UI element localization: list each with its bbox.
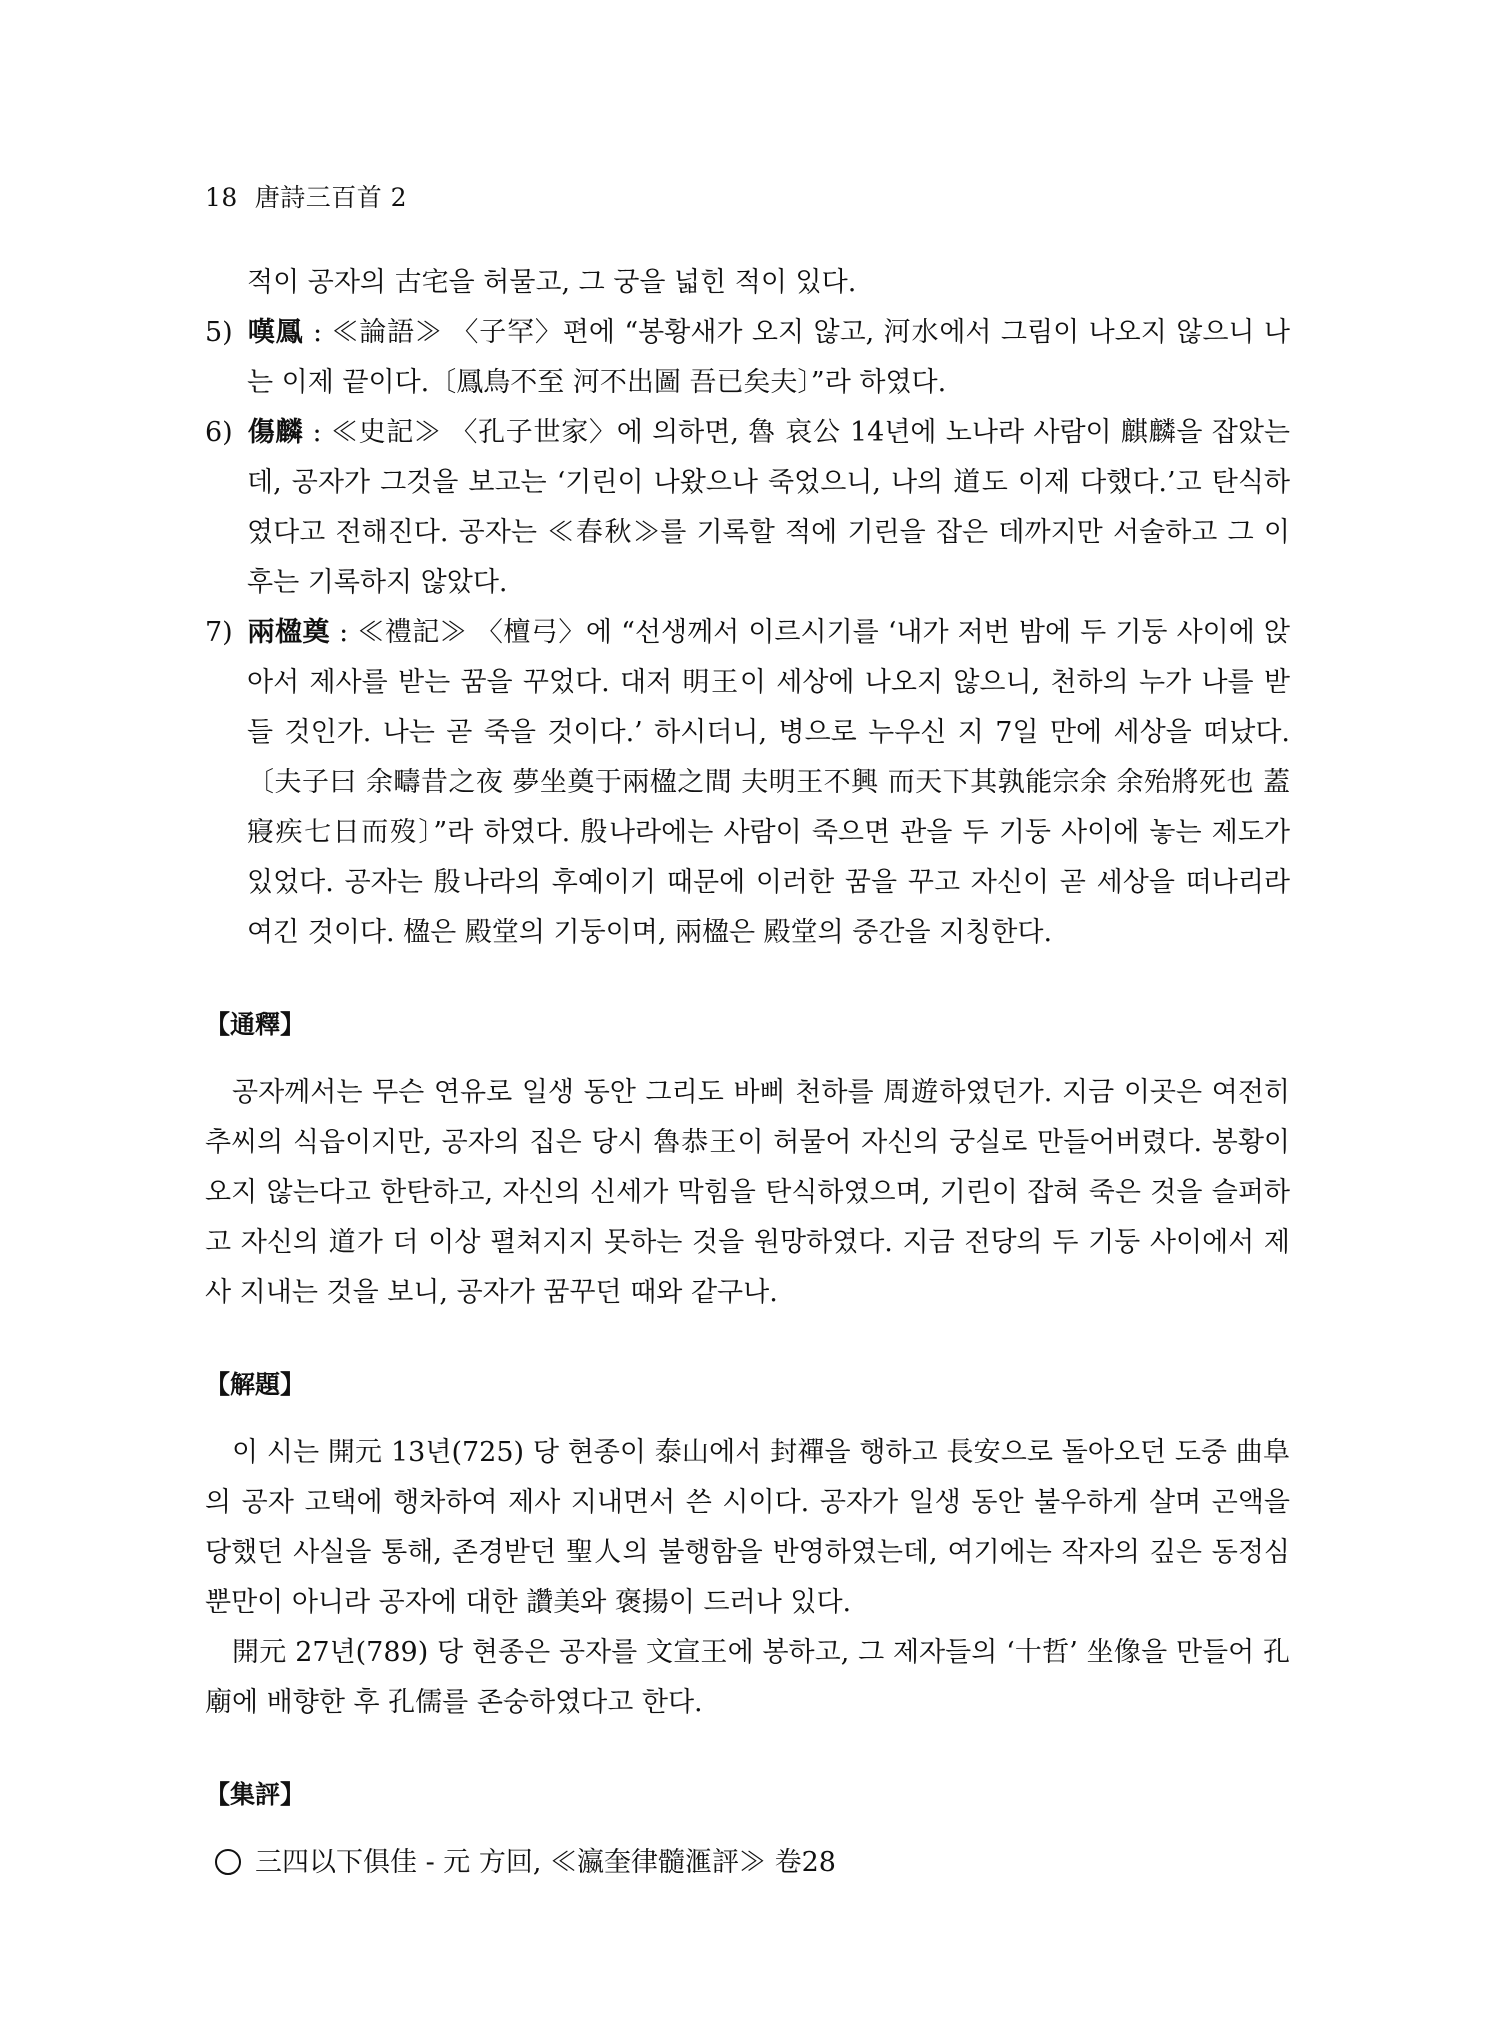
section-title-haeje: 【解題】 — [205, 1370, 306, 1399]
footnote-number: 6) — [205, 417, 233, 448]
page-content — [205, 258, 1290, 1888]
footnote-number: 5) — [205, 317, 233, 348]
footnote-6 — [205, 408, 1290, 608]
running-head — [205, 178, 407, 214]
footnote-term: 傷麟 — [247, 417, 304, 448]
footnote-text: : ≪論語≫ 〈子罕〉편에 “봉황새가 오지 않고, 河水에서 그림이 나오지 않으니 나는 이제 끝이다.〔鳳鳥不至 河不出圖 吾已矣夫〕”라 하였다. — [247, 317, 1291, 398]
review-text: 三四以下俱佳 - 元 方回, ≪瀛奎律髓滙評≫ 卷28 — [255, 1847, 836, 1878]
review-item — [205, 1838, 1290, 1888]
circle-bullet-icon — [215, 1849, 241, 1875]
section-title-tongseok: 【通釋】 — [205, 1010, 306, 1039]
footnote-number: 7) — [205, 617, 233, 648]
haeje-paragraph: 이 시는 開元 13년(725) 당 현종이 泰山에서 封禪을 행하고 長安으로 돌아오던 도중 曲阜의 공자 고택에 행차하여 제사 지내면서 쓴 시이다. 공자가 일생 동안 불우하게 살며 곤액을 당했던 사실을 통해, 존경받던 聖人의 불행함을 반영하였는데, 여기에는 작자의 깊은 동정심뿐만이 아니라 공자에 대한 讚美와 褒揚이 드러나 있다. — [205, 1437, 1290, 1618]
footnote-term: 嘆鳳 — [247, 317, 304, 348]
footnote-7 — [205, 608, 1290, 958]
footnote-text: : ≪禮記≫ 〈檀弓〉에 “선생께서 이르시기를 ‘내가 저번 밤에 두 기둥 사이에 앉아서 제사를 받는 꿈을 꾸었다. 대저 明王이 세상에 나오지 않으니, 천하의 누가 나를 받들 것인가. 나는 곧 죽을 것이다.’ 하시더니, 병으로 누우신 지 7일 만에 세상을 떠났다.〔夫子曰 余疇昔之夜 夢坐奠于兩楹之間 夫明王不興 而天下其孰能宗余 余殆將死也 蓋寢疾七日而歿〕”라 하였다. 殷나라에는 사람이 죽으면 관을 두 기둥 사이에 놓는 제도가 있었다. 공자는 殷나라의 후예이기 때문에 이러한 꿈을 꾸고 자신이 곧 세상을 떠나리라 여긴 것이다. 楹은 殿堂의 기둥이며, 兩楹은 殿堂의 중간을 지칭한다. — [247, 617, 1291, 948]
section-title-jipyeong: 【集評】 — [205, 1780, 306, 1809]
note-continuation: 적이 공자의 古宅을 허물고, 그 궁을 넓힌 적이 있다. — [247, 267, 857, 298]
page-number: 18 — [205, 183, 238, 212]
tongseok-paragraph: 공자께서는 무슨 연유로 일생 동안 그리도 바삐 천하를 周遊하였던가. 지금 이곳은 여전히 추씨의 식읍이지만, 공자의 집은 당시 魯恭王이 허물어 자신의 궁실로 만들어버렸다. 봉황이 오지 않는다고 한탄하고, 자신의 신세가 막힘을 탄식하였으며, 기린이 잡혀 죽은 것을 슬퍼하고 자신의 道가 더 이상 펼쳐지지 못하는 것을 원망하였다. 지금 전당의 두 기둥 사이에서 제사 지내는 것을 보니, 공자가 꿈꾸던 때와 같구나. — [205, 1077, 1290, 1308]
footnote-term: 兩楹奠 — [247, 617, 331, 648]
footnote-5 — [205, 308, 1290, 408]
footnote-text: : ≪史記≫ 〈孔子世家〉에 의하면, 魯 哀公 14년에 노나라 사람이 麒麟을 잡았는데, 공자가 그것을 보고는 ‘기린이 나왔으나 죽었으니, 나의 道도 이제 다했다.’고 탄식하였다고 전해진다. 공자는 ≪春秋≫를 기록할 적에 기린을 잡은 데까지만 서술하고 그 이후는 기록하지 않았다. — [247, 417, 1290, 598]
haeje-paragraph: 開元 27년(789) 당 현종은 공자를 文宣王에 봉하고, 그 제자들의 ‘十哲’ 坐像을 만들어 孔廟에 배향한 후 孔儒를 존숭하였다고 한다. — [205, 1637, 1290, 1718]
book-title: 唐詩三百首 2 — [254, 183, 408, 212]
